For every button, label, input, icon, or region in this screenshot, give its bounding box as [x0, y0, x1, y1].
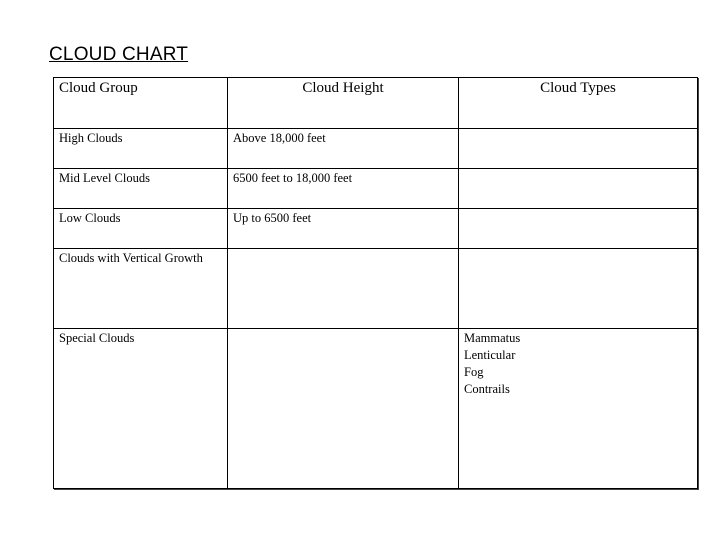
cloud-type-item: Contrails — [464, 382, 510, 396]
cell-group[interactable]: Low Clouds — [54, 209, 228, 249]
header-cloud-types: Cloud Types — [459, 78, 698, 129]
cloud-type-item: Fog — [464, 365, 484, 379]
cell-types[interactable] — [459, 169, 698, 209]
cell-types[interactable] — [459, 329, 698, 489]
cell-height[interactable]: 6500 feet to 18,000 feet — [228, 169, 459, 209]
cell-height[interactable] — [228, 249, 459, 329]
cloud-type-item: Lenticular — [464, 348, 516, 362]
cell-height[interactable] — [228, 329, 459, 489]
cell-height[interactable]: Up to 6500 feet — [228, 209, 459, 249]
cell-group[interactable]: Mid Level Clouds — [54, 169, 228, 209]
cell-group[interactable]: Clouds with Vertical Growth — [54, 249, 228, 329]
table-row — [54, 329, 698, 489]
cell-group[interactable]: Special Clouds — [54, 329, 228, 489]
cell-types[interactable] — [459, 249, 698, 329]
cell-height[interactable]: Above 18,000 feet — [228, 129, 459, 169]
cell-types[interactable] — [459, 129, 698, 169]
cell-types[interactable] — [459, 209, 698, 249]
table-row — [54, 129, 698, 169]
table-row — [54, 249, 698, 329]
cell-group[interactable]: High Clouds — [54, 129, 228, 169]
table-row — [54, 169, 698, 209]
header-cloud-height: Cloud Height — [228, 78, 459, 129]
cloud-type-item: Mammatus — [464, 331, 521, 345]
table-row — [54, 209, 698, 249]
header-cloud-group: Cloud Group — [54, 78, 228, 129]
cloud-chart-table — [53, 77, 698, 489]
header-row — [54, 78, 698, 129]
page-title: CLOUD CHART — [49, 44, 189, 65]
